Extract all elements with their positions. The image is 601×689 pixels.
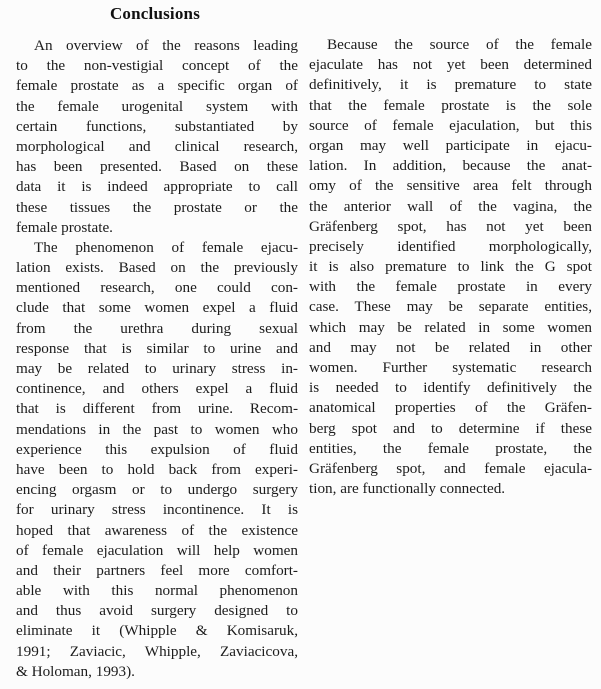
text-line: these tissues the prostate or the bbox=[16, 198, 298, 216]
text-line: lation exists. Based on the previously bbox=[16, 259, 298, 277]
left-column bbox=[16, 36, 298, 682]
text-line: mendations in the past to women who bbox=[16, 420, 298, 438]
text-line: and their partners feel more comfort- bbox=[16, 561, 298, 579]
text-line: able with this normal phenomenon bbox=[16, 582, 298, 600]
text-line: lation. In addition, because the anat- bbox=[309, 157, 592, 175]
text-line: that the female prostate is the sole bbox=[309, 96, 592, 114]
text-line: source of female ejaculation, but this bbox=[309, 116, 592, 134]
text-line: to the non-vestigial concept of the bbox=[16, 57, 298, 75]
text-line: encing orgasm or to undergo surgery bbox=[16, 481, 298, 499]
text-line: female prostate as a specific organ of bbox=[16, 77, 298, 95]
text-line: continence, and others expel a fluid bbox=[16, 380, 298, 398]
text-line: data it is indeed appropriate to call bbox=[16, 178, 298, 196]
text-line: anatomical properties of the Gräfen- bbox=[309, 399, 592, 417]
text-line: Because the source of the female bbox=[327, 36, 592, 53]
text-line: The phenomenon of female ejacu- bbox=[34, 238, 298, 256]
text-line: certain functions, substantiated by bbox=[16, 117, 298, 135]
text-line: Gräfenberg spot, and female ejacula- bbox=[309, 459, 592, 477]
text-line: ejaculate has not yet been determined bbox=[309, 56, 592, 74]
text-line: the anterior wall of the vagina, the bbox=[309, 197, 592, 215]
text-line: clude that some women expel a fluid bbox=[16, 299, 298, 317]
text-line: eliminate it (Whipple & Komisaruk, bbox=[16, 622, 298, 640]
text-line: Gräfenberg spot, has not yet been bbox=[309, 217, 592, 235]
text-line: hoped that awareness of the existence bbox=[16, 521, 298, 539]
paragraph bbox=[16, 238, 298, 682]
text-line: precisely identified morphologically, bbox=[309, 237, 592, 255]
text-line: have been to hold back from experi- bbox=[16, 460, 298, 478]
section-heading: Conclusions bbox=[109, 4, 201, 23]
text-line: is needed to identify definitively the bbox=[309, 379, 592, 397]
text-line: morphological and clinical research, bbox=[16, 137, 298, 155]
text-line: omy of the sensitive area felt through bbox=[309, 177, 592, 195]
text-line: 1991; Zaviacic, Whipple, Zaviacicova, bbox=[16, 642, 298, 660]
text-line: response that is similar to urine and bbox=[16, 339, 298, 357]
text-line: berg spot and to determine if these bbox=[309, 419, 592, 437]
text-line: mentioned research, one could con- bbox=[16, 279, 298, 297]
text-line: entities, the female prostate, the bbox=[309, 439, 592, 457]
text-line: it is also premature to link the G spot bbox=[309, 258, 592, 276]
text-line: and may not be related in other bbox=[309, 338, 592, 356]
text-line: that is different from urine. Recom- bbox=[16, 400, 298, 418]
text-line: from the urethra during sexual bbox=[16, 319, 298, 337]
paragraph bbox=[16, 36, 298, 238]
paragraph bbox=[309, 35, 592, 499]
text-line: which may be related in some women bbox=[309, 318, 592, 336]
text-line: women. Further systematic research bbox=[309, 359, 592, 376]
text-line: An overview of the reasons leading bbox=[34, 37, 298, 54]
text-line: organ may well participate in ejacu- bbox=[309, 136, 592, 154]
text-line: for urinary stress incontinence. It is bbox=[16, 501, 298, 519]
text-line: of female ejaculation will help women bbox=[16, 541, 298, 559]
text-line: & Holoman, 1993). bbox=[16, 662, 135, 680]
text-line: has been presented. Based on these bbox=[16, 158, 298, 176]
text-line: tion, are functionally connected. bbox=[309, 480, 506, 498]
text-line: the female urogenital system with bbox=[16, 97, 298, 115]
text-line: definitively, it is premature to state bbox=[309, 76, 592, 94]
text-line: with the female prostate in every bbox=[309, 278, 592, 296]
text-line: case. These may be separate entities, bbox=[309, 298, 592, 316]
right-column bbox=[309, 35, 592, 499]
text-line: may be related to urinary stress in- bbox=[16, 360, 298, 377]
text-line: experience this expulsion of fluid bbox=[16, 440, 298, 458]
text-line: female prostate. bbox=[16, 218, 113, 236]
text-line: and thus avoid surgery designed to bbox=[16, 602, 298, 620]
